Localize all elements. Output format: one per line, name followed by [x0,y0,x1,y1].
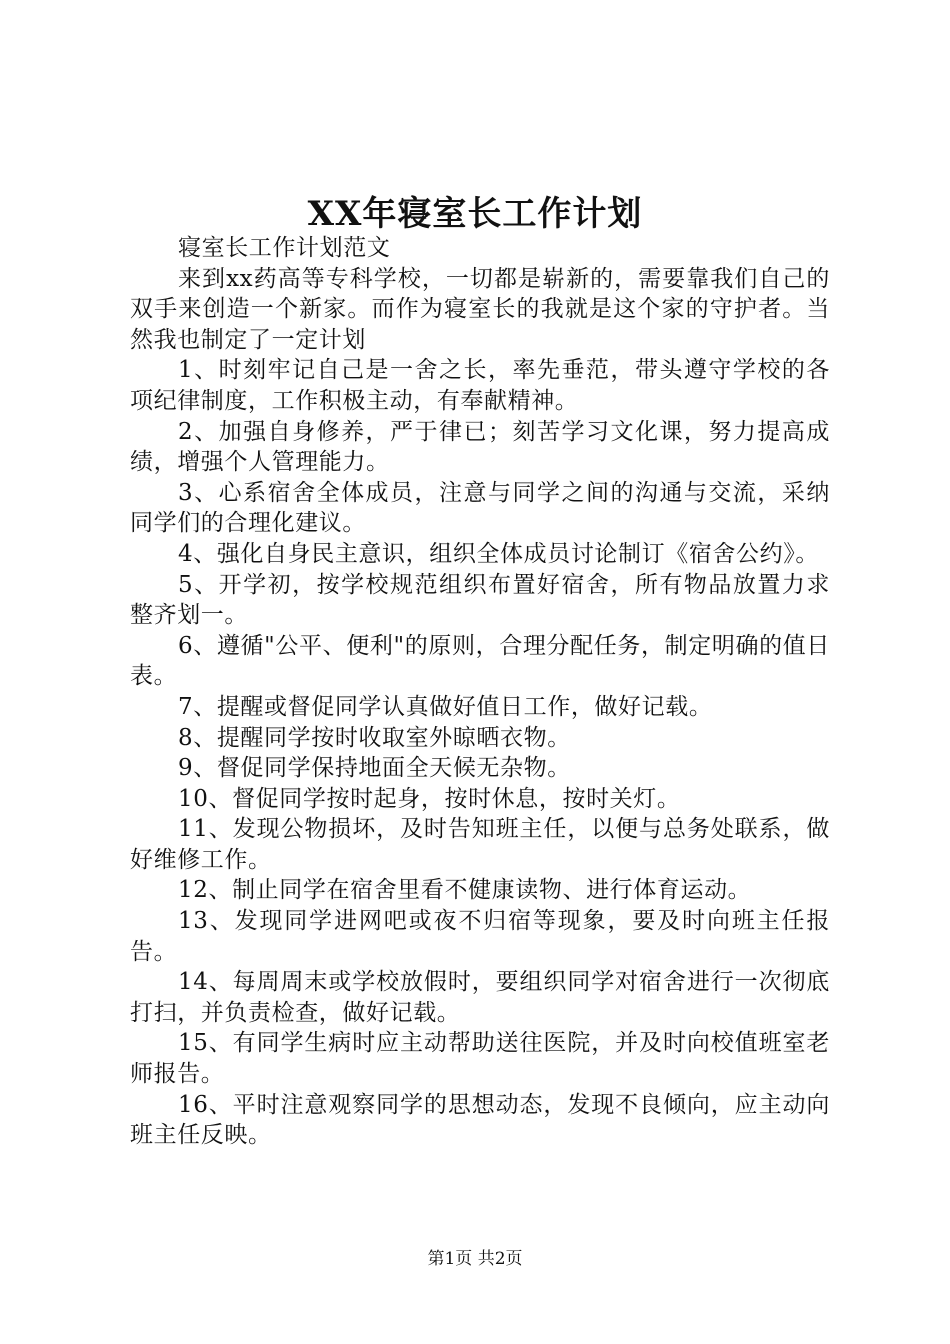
paragraph-item-16: 16、平时注意观察同学的思想动态，发现不良倾向，应主动向班主任反映。 [130,1091,830,1149]
paragraph-item-7: 7、提醒或督促同学认真做好值日工作，做好记载。 [178,693,713,720]
page-indicator: 第1页 共2页 [427,1249,523,1269]
paragraph-item-9: 9、督促同学保持地面全天候无杂物。 [178,755,571,782]
document-title: XX年寝室长工作计划 [307,194,643,234]
paragraph-item-5: 5、开学初，按学校规范组织布置好宿舍，所有物品放置力求整齐划一。 [130,571,830,629]
paragraph-item-4: 4、强化自身民主意识，组织全体成员讨论制订《宿舍公约》。 [178,540,819,567]
subtitle: 寝室长工作计划范文 [178,235,391,261]
paragraph-item-10: 10、督促同学按时起身，按时休息，按时关灯。 [178,785,681,812]
paragraph-item-8: 8、提醒同学按时收取室外晾晒衣物。 [178,724,571,751]
paragraph-item-3: 3、心系宿舍全体成员，注意与同学之间的沟通与交流，采纳同学们的合理化建议。 [130,479,830,537]
paragraph-item-11: 11、发现公物损坏，及时告知班主任，以便与总务处联系，做好维修工作。 [130,816,830,873]
paragraph-item-14: 14、每周周末或学校放假时，要组织同学对宿舍进行一次彻底打扫，并负责检查，做好记载。 [130,969,830,1026]
paragraph-item-13: 13、发现同学进网吧或夜不归宿等现象，要及时向班主任报告。 [130,908,830,965]
paragraph-item-15: 15、有同学生病时应主动帮助送往医院，并及时向校值班室老师报告。 [130,1030,830,1088]
paragraph-item-12: 12、制止同学在宿舍里看不健康读物、进行体育运动。 [178,877,752,904]
paragraph-item-2: 2、加强自身修养，严于律已；刻苦学习文化课，努力提高成绩，增强个人管理能力。 [130,418,830,476]
paragraph-intro: 来到xx药高等专科学校，一切都是崭新的，需要靠我们自己的双手来创造一个新家。而作为寝室长的我就是这个家的守护者。当然我也制定了一定计划 [130,265,830,353]
document-body [130,233,830,1151]
paragraph-item-6: 6、遵循"公平、便利"的原则，合理分配任务，制定明确的值日表。 [130,632,830,690]
paragraph-item-1: 1、时刻牢记自己是一舍之长，率先垂范，带头遵守学校的各项纪律制度，工作积极主动，有奉献精神。 [130,357,830,414]
